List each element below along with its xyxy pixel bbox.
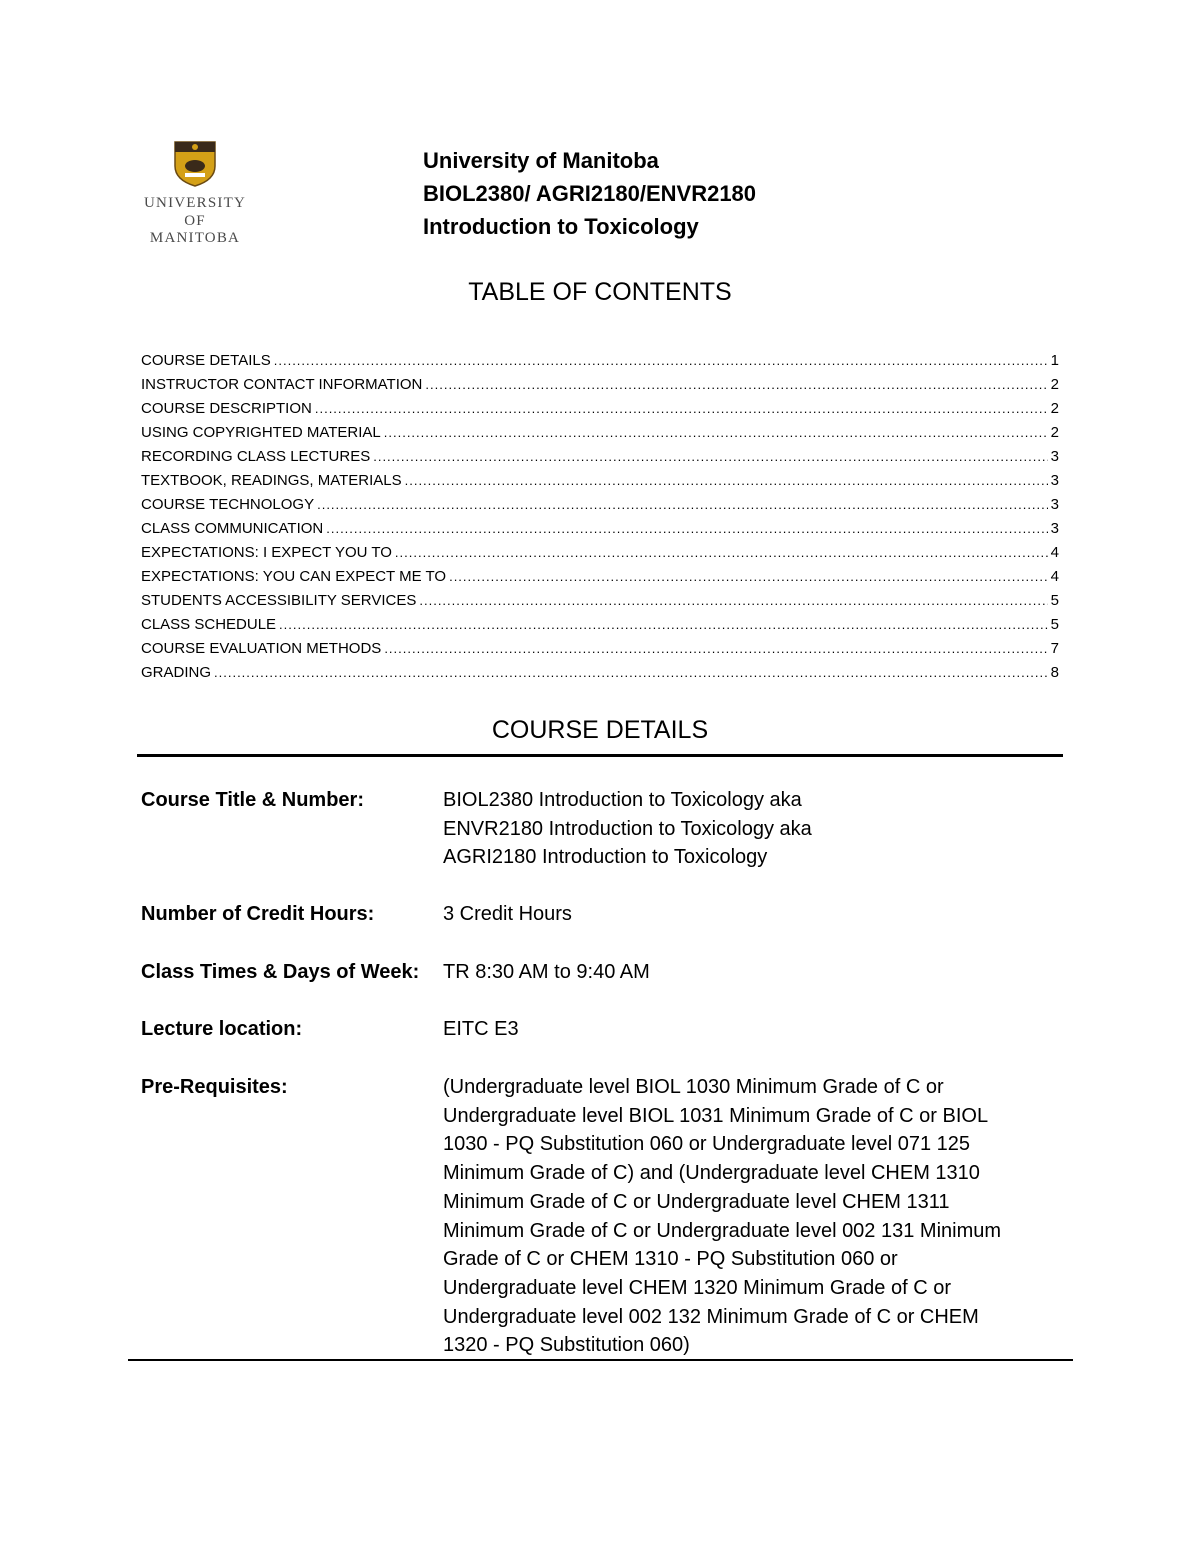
table-of-contents [141, 352, 1059, 688]
toc-entry-page: 4 [1050, 544, 1059, 561]
toc-entry-label: COURSE DESCRIPTION [141, 400, 312, 417]
toc-entry-accessibility[interactable] [141, 592, 1059, 616]
class-times-label: Class Times & Days of Week: [141, 961, 420, 983]
toc-leader-dots [279, 617, 1048, 632]
course-title-line: ENVR2180 Introduction to Toxicology aka [443, 817, 812, 840]
toc-entry-page: 7 [1050, 640, 1059, 657]
toc-entry-page: 3 [1050, 448, 1059, 465]
toc-entry-label: TEXTBOOK, READINGS, MATERIALS [141, 472, 402, 489]
toc-entry-instructor-contact[interactable] [141, 376, 1059, 400]
toc-leader-dots [384, 425, 1048, 440]
section-divider-top [137, 754, 1063, 757]
toc-entry-course-technology[interactable] [141, 496, 1059, 520]
toc-entry-page: 5 [1050, 592, 1059, 609]
toc-entry-label: USING COPYRIGHTED MATERIAL [141, 424, 381, 441]
document-header [423, 144, 756, 243]
section-divider-bottom [128, 1359, 1073, 1361]
credit-hours-label: Number of Credit Hours: [141, 903, 375, 925]
toc-entry-expect-me[interactable] [141, 568, 1059, 592]
toc-entry-copyrighted-material[interactable] [141, 424, 1059, 448]
toc-entry-label: COURSE EVALUATION METHODS [141, 640, 382, 657]
prerequisite-line: 1320 - PQ Substitution 060) [443, 1334, 690, 1357]
toc-title: TABLE OF CONTENTS [468, 278, 732, 306]
prerequisite-line: Undergraduate level 002 132 Minimum Grade of C or CHEM [443, 1305, 979, 1328]
course-title-line: AGRI2180 Introduction to Toxicology [443, 846, 768, 869]
course-title-label: Course Title & Number: [141, 789, 364, 811]
toc-entry-label: GRADING [141, 664, 212, 681]
toc-entry-label: STUDENTS ACCESSIBILITY SERVICES [141, 592, 417, 609]
toc-entry-label: COURSE DETAILS [141, 352, 271, 369]
toc-leader-dots [425, 377, 1047, 392]
prerequisite-line: Undergraduate level BIOL 1031 Minimum Grade of C or BIOL [443, 1104, 989, 1127]
logo-text-university: UNIVERSITY [144, 195, 246, 211]
toc-leader-dots [214, 665, 1048, 680]
toc-entry-page: 3 [1050, 520, 1059, 537]
credit-hours-value: 3 Credit Hours [443, 903, 572, 925]
prerequisite-line: Undergraduate level CHEM 1320 Minimum Grade of C or [443, 1276, 951, 1299]
toc-entry-textbook[interactable] [141, 472, 1059, 496]
course-title-value [443, 786, 812, 872]
toc-entry-page: 1 [1050, 352, 1059, 369]
course-details-heading: COURSE DETAILS [491, 716, 709, 744]
course-codes: BIOL2380/ AGRI2180/ENVR2180 [423, 181, 757, 206]
logo-text-manitoba: OF MANITOBA [149, 213, 241, 246]
toc-leader-dots [395, 545, 1048, 560]
prerequisite-line: Grade of C or CHEM 1310 - PQ Substitution 060 or [443, 1248, 898, 1271]
toc-entry-label: EXPECTATIONS: YOU CAN EXPECT ME TO [141, 568, 447, 585]
toc-entry-label: CLASS SCHEDULE [141, 616, 277, 633]
toc-leader-dots [274, 353, 1048, 368]
prerequisite-line: Minimum Grade of C or Undergraduate level 002 131 Minimum [443, 1219, 1002, 1242]
crest-icon [172, 140, 218, 188]
toc-entry-evaluation-methods[interactable] [141, 640, 1059, 664]
toc-entry-expect-you[interactable] [141, 544, 1059, 568]
toc-entry-label: EXPECTATIONS: I EXPECT YOU TO [141, 544, 392, 561]
toc-entry-page: 5 [1050, 616, 1059, 633]
toc-entry-page: 2 [1050, 400, 1059, 417]
toc-leader-dots [373, 449, 1047, 464]
toc-entry-page: 3 [1050, 496, 1059, 513]
prerequisite-line: 1030 - PQ Substitution 060 or Undergraduate level 071 125 [443, 1133, 971, 1156]
toc-leader-dots [326, 521, 1047, 536]
prerequisites-label: Pre-Requisites: [141, 1076, 288, 1098]
university-logo [138, 140, 252, 246]
toc-entry-class-schedule[interactable] [141, 616, 1059, 640]
lecture-location-value: EITC E3 [443, 1018, 519, 1040]
toc-leader-dots [315, 401, 1048, 416]
toc-leader-dots [449, 569, 1048, 584]
toc-entry-label: COURSE TECHNOLOGY [141, 496, 315, 513]
toc-leader-dots [384, 641, 1047, 656]
toc-entry-course-details[interactable] [141, 352, 1059, 376]
toc-entry-class-communication[interactable] [141, 520, 1059, 544]
course-name: Introduction to Toxicology [423, 214, 699, 239]
toc-entry-grading[interactable] [141, 664, 1059, 688]
toc-entry-page: 4 [1050, 568, 1059, 585]
toc-entry-label: RECORDING CLASS LECTURES [141, 448, 371, 465]
lecture-location-label: Lecture location: [141, 1018, 303, 1040]
toc-entry-label: INSTRUCTOR CONTACT INFORMATION [141, 376, 423, 393]
toc-entry-course-description[interactable] [141, 400, 1059, 424]
university-name: University of Manitoba [423, 148, 659, 173]
toc-leader-dots [317, 497, 1048, 512]
toc-entry-page: 2 [1050, 376, 1059, 393]
toc-leader-dots [419, 593, 1047, 608]
prerequisites-value [443, 1073, 1001, 1360]
toc-entry-page: 3 [1050, 472, 1059, 489]
toc-entry-recording-lectures[interactable] [141, 448, 1059, 472]
prerequisite-line: (Undergraduate level BIOL 1030 Minimum Grade of C or [443, 1076, 944, 1098]
toc-entry-page: 2 [1050, 424, 1059, 441]
prerequisite-line: Minimum Grade of C) and (Undergraduate level CHEM 1310 [443, 1162, 980, 1185]
class-times-value: TR 8:30 AM to 9:40 AM [443, 961, 650, 983]
toc-leader-dots [405, 473, 1048, 488]
toc-entry-page: 8 [1050, 664, 1059, 681]
prerequisite-line: Minimum Grade of C or Undergraduate level CHEM 1311 [443, 1190, 950, 1213]
toc-entry-label: CLASS COMMUNICATION [141, 520, 324, 537]
course-title-line: BIOL2380 Introduction to Toxicology aka [443, 789, 802, 811]
